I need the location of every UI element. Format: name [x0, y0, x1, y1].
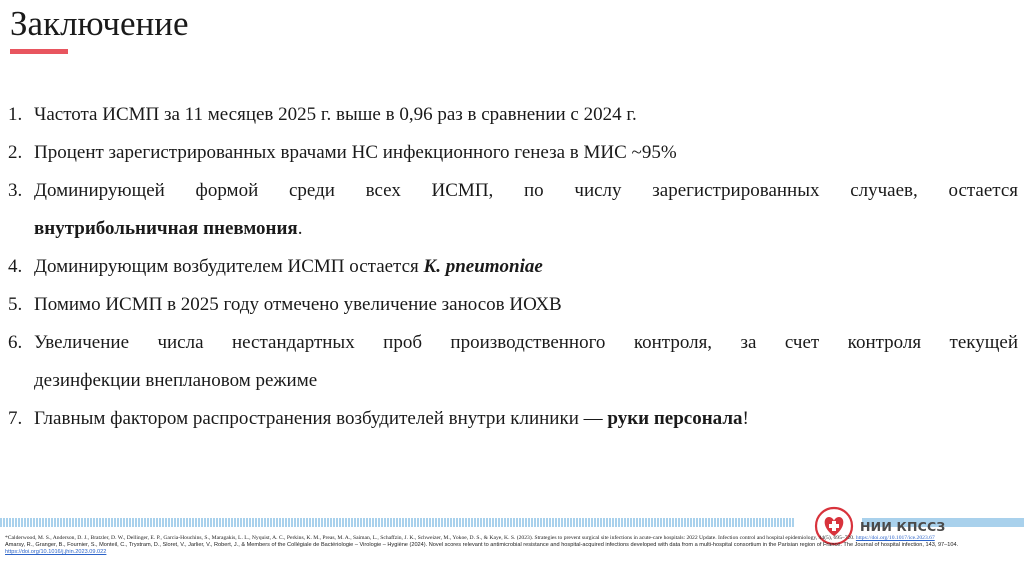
item-text: Доминирующим возбудителем ИСМП остается [34, 256, 419, 277]
reference-link[interactable]: https://doi.org/10.1017/ice.2023.67 [855, 535, 935, 541]
item-number: 5. [8, 294, 23, 315]
list-item [8, 400, 1018, 438]
item-number: 2. [8, 142, 23, 163]
item-number: 1. [8, 104, 23, 125]
conclusion-list [8, 96, 1018, 438]
reference-text: Amarsy, R., Granger, B., Fournier, S., Monteil, C., Trystram, D., Sloret, V., Jarlier, V., Robert, J., & Members of the Collégiale de Bactériologie – Virologie – Hygiène (2024). Novel scores relevant to antimicrobial resistance and hospital-acquired infections developed with data from a multi-hospital consortium in the Parisian region of France. The Journal of hospital infection, 143, 97–104. [5, 542, 959, 549]
item-text: Главным фактором распространения возбудителей внутри клиники — [34, 408, 603, 429]
list-item [8, 134, 1018, 172]
footer-stripe [0, 518, 795, 527]
reference-text: *Calderwood, M. S., Anderson, D. J., Bratzler, D. W., Dellinger, E. P., Garcia-Houchins, S., Maragakis, L. L., Nyquist, A. C., Perkins, K. M., Preas, M. A., Saiman, L., Schaffzin, J. K., Schweizer, M., Yokoe, D. S., & Kaye, K. S. (2023). Strategies to prevent surgical site infections in acute-care hospitals: 2022 Update. Infection control and hospital epidemiology, 44(5), 695–720. [5, 535, 855, 541]
slide-title: Заключение [10, 4, 189, 43]
references [5, 535, 1019, 557]
list-item [8, 324, 1018, 400]
reference-1 [5, 535, 1019, 542]
item-number: 7. [8, 408, 23, 429]
item-emphasis: K. pneumoniae [423, 256, 543, 277]
item-text: Частота ИСМП за 11 месяцев 2025 г. выше в 0,96 раз в сравнении с 2024 г. [34, 104, 637, 125]
list-item [8, 96, 1018, 134]
item-number: 6. [8, 332, 23, 353]
title-accent-bar [10, 49, 68, 54]
list-item [8, 248, 1018, 286]
item-text: Процент зарегистрированных врачами НС инфекционного генеза в МИС ~95% [34, 142, 677, 163]
item-text: Доминирующей формой среди всех ИСМП, по числу зарегистрированных случаев, остается [34, 180, 1018, 201]
item-text-end: . [297, 218, 303, 239]
logo-text: НИИ КПССЗ [860, 518, 946, 534]
item-text: Помимо ИСМП в 2025 году отмечено увеличение заносов ИОХВ [34, 294, 562, 315]
item-emphasis: внутрибольничная пневмония [34, 218, 298, 239]
item-number: 3. [8, 180, 23, 201]
list-item [8, 286, 1018, 324]
list-item [8, 172, 1018, 248]
item-text: Увеличение числа нестандартных проб производственного контроля, за счет контроля текущей [34, 332, 1018, 353]
item-text-end: ! [742, 408, 749, 429]
reference-link[interactable]: https://doi.org/10.1016/j.jhin.2023.09.022 [5, 549, 107, 556]
item-number: 4. [8, 256, 23, 277]
item-emphasis: руки персонала [607, 408, 743, 429]
item-text-continued: дезинфекции внеплановом режиме [34, 370, 318, 391]
reference-2 [5, 542, 1019, 556]
